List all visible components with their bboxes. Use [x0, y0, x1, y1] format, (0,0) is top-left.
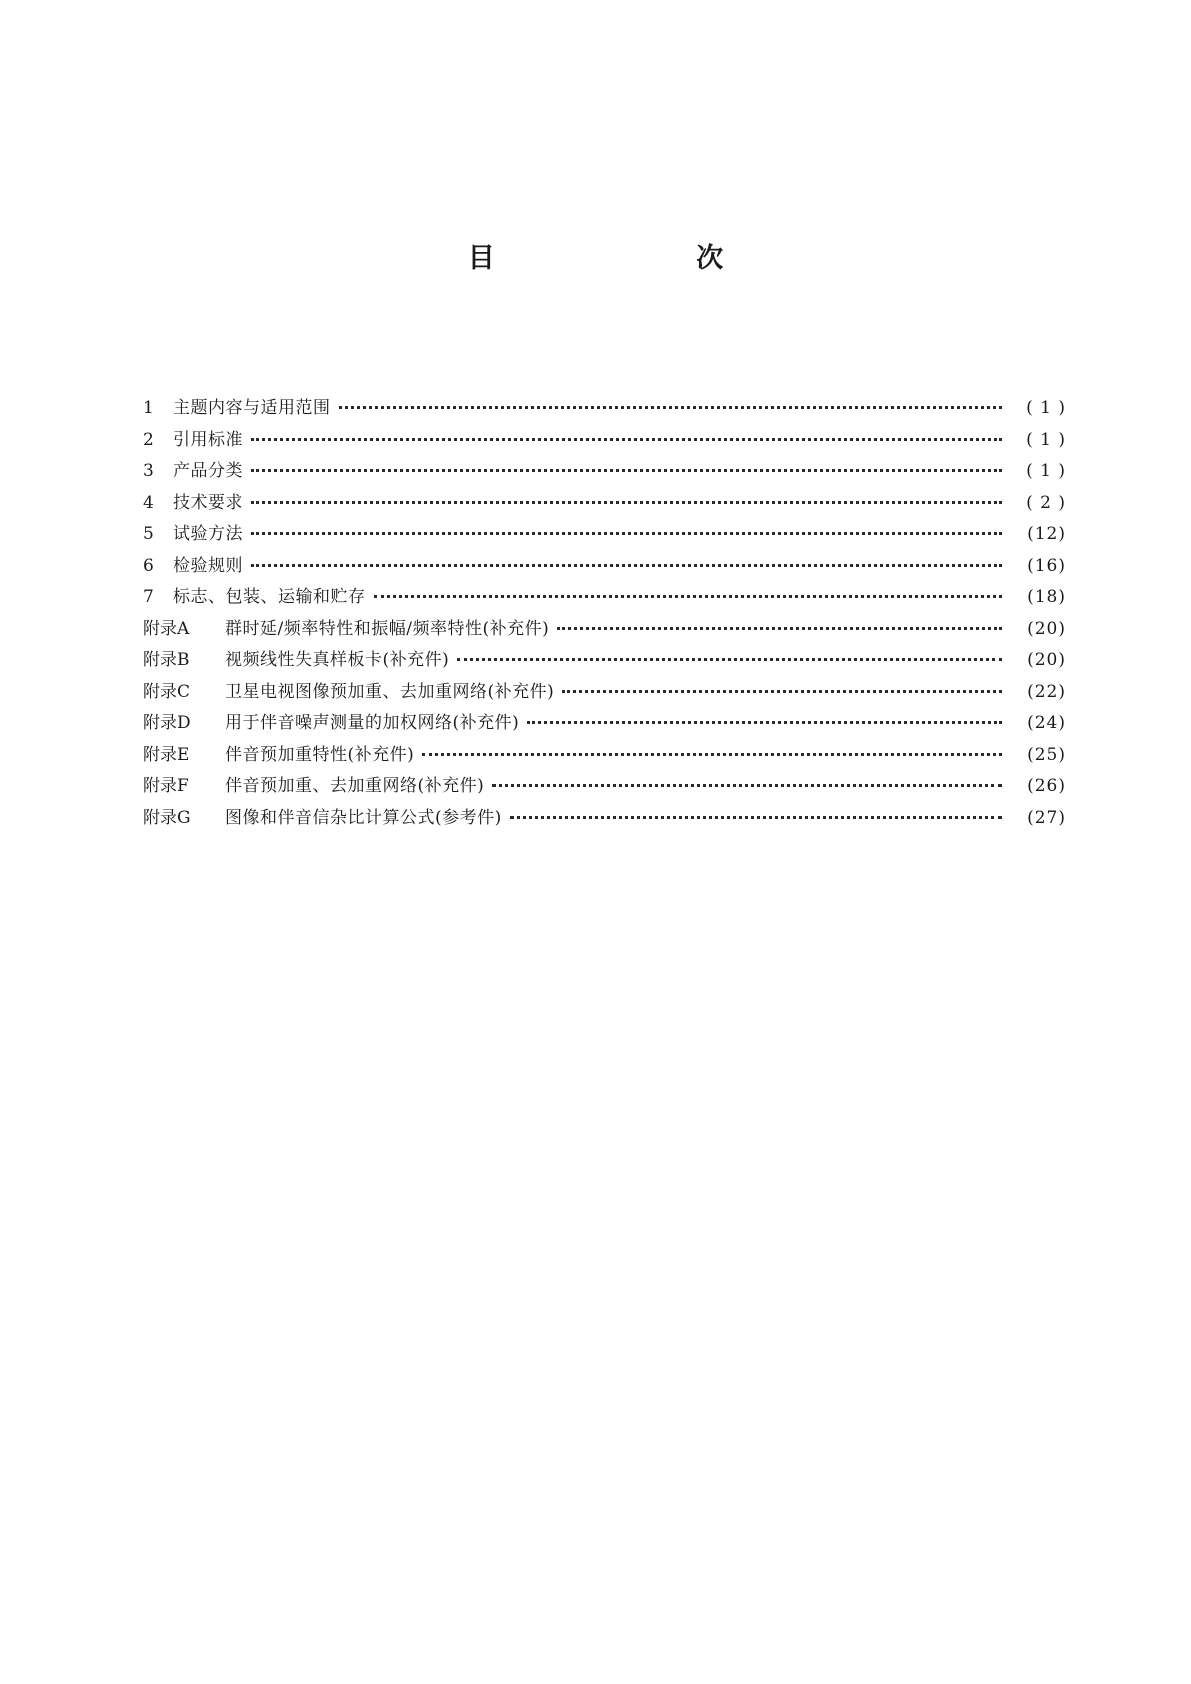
toc-entry-appendix-g[interactable]: [143, 803, 1066, 835]
toc-entry-1[interactable]: [143, 393, 1066, 425]
toc-entry-appendix-c[interactable]: [143, 677, 1066, 709]
dot-leader: [251, 564, 1002, 567]
toc-number: 附录F: [143, 776, 189, 796]
toc-number: 附录B: [143, 650, 190, 670]
toc-number: 附录D: [143, 713, 191, 733]
toc-title: 群时延/频率特性和振幅/频率特性(补充件): [225, 618, 550, 639]
toc-entry-2[interactable]: [143, 425, 1066, 457]
toc-number: 附录A: [143, 618, 190, 639]
toc-page-number: (20): [1027, 618, 1066, 639]
toc-number: 4: [143, 492, 154, 513]
toc-entry-5[interactable]: [143, 519, 1066, 551]
dot-leader: [457, 658, 1002, 661]
toc-page-number: (22): [1027, 681, 1066, 702]
toc-title: 主题内容与适用范围: [173, 398, 331, 418]
toc-title: 检验规则: [173, 555, 243, 576]
toc-page-number: (16): [1027, 555, 1066, 576]
toc-page-number: (12): [1027, 524, 1066, 544]
toc-title: 技术要求: [173, 492, 243, 513]
toc-page-number: (27): [1027, 807, 1066, 828]
toc-page-number: ( 1 ): [1026, 398, 1066, 418]
dot-leader: [492, 784, 1002, 787]
toc-page-number: (20): [1027, 650, 1066, 670]
toc-entry-6[interactable]: [143, 551, 1066, 583]
toc-page-number: (24): [1027, 713, 1066, 733]
toc-entry-3[interactable]: [143, 456, 1066, 488]
dot-leader: [422, 753, 1002, 756]
toc-page-number: (25): [1027, 744, 1066, 765]
dot-leader: [562, 690, 1002, 693]
page-title: 目 次: [467, 243, 820, 274]
table-of-contents: [143, 393, 1066, 834]
dot-leader: [557, 627, 1002, 630]
toc-page-number: (26): [1027, 776, 1066, 796]
toc-title: 引用标准: [173, 429, 243, 450]
dot-leader: [339, 406, 1003, 409]
toc-entry-appendix-d[interactable]: [143, 708, 1066, 740]
toc-entry-appendix-e[interactable]: [143, 740, 1066, 772]
toc-title: 标志、包装、运输和贮存: [173, 587, 366, 607]
dot-leader: [374, 595, 1003, 598]
toc-entry-4[interactable]: [143, 488, 1066, 520]
dot-leader: [251, 532, 1002, 535]
toc-page-number: ( 1 ): [1026, 461, 1066, 481]
toc-title: 卫星电视图像预加重、去加重网络(补充件): [225, 681, 555, 702]
toc-number: 附录G: [143, 807, 191, 828]
toc-title: 视频线性失真样板卡(补充件): [225, 650, 450, 670]
toc-number: 6: [143, 555, 154, 576]
toc-page-number: ( 1 ): [1026, 429, 1066, 450]
toc-number: 7: [143, 587, 154, 607]
dot-leader: [527, 721, 1002, 724]
toc-page-number: ( 2 ): [1026, 492, 1066, 513]
toc-entry-appendix-f[interactable]: [143, 771, 1066, 803]
toc-title: 图像和伴音信杂比计算公式(参考件): [225, 807, 502, 828]
toc-title: 产品分类: [173, 461, 243, 481]
dot-leader: [510, 816, 1002, 819]
toc-number: 3: [143, 461, 154, 481]
toc-number: 5: [143, 524, 154, 544]
toc-entry-7[interactable]: [143, 582, 1066, 614]
toc-title: 伴音预加重特性(补充件): [225, 744, 415, 765]
toc-page-number: (18): [1027, 587, 1066, 607]
toc-title: 伴音预加重、去加重网络(补充件): [225, 776, 485, 796]
toc-number: 2: [143, 429, 154, 450]
toc-entry-appendix-a[interactable]: [143, 614, 1066, 646]
toc-title: 试验方法: [173, 524, 243, 544]
dot-leader: [251, 438, 1002, 441]
toc-number: 附录E: [143, 744, 190, 765]
toc-number: 1: [143, 398, 154, 418]
toc-entry-appendix-b[interactable]: [143, 645, 1066, 677]
dot-leader: [251, 469, 1002, 472]
toc-title: 用于伴音噪声测量的加权网络(补充件): [225, 713, 520, 733]
toc-number: 附录C: [143, 681, 191, 702]
dot-leader: [251, 501, 1002, 504]
